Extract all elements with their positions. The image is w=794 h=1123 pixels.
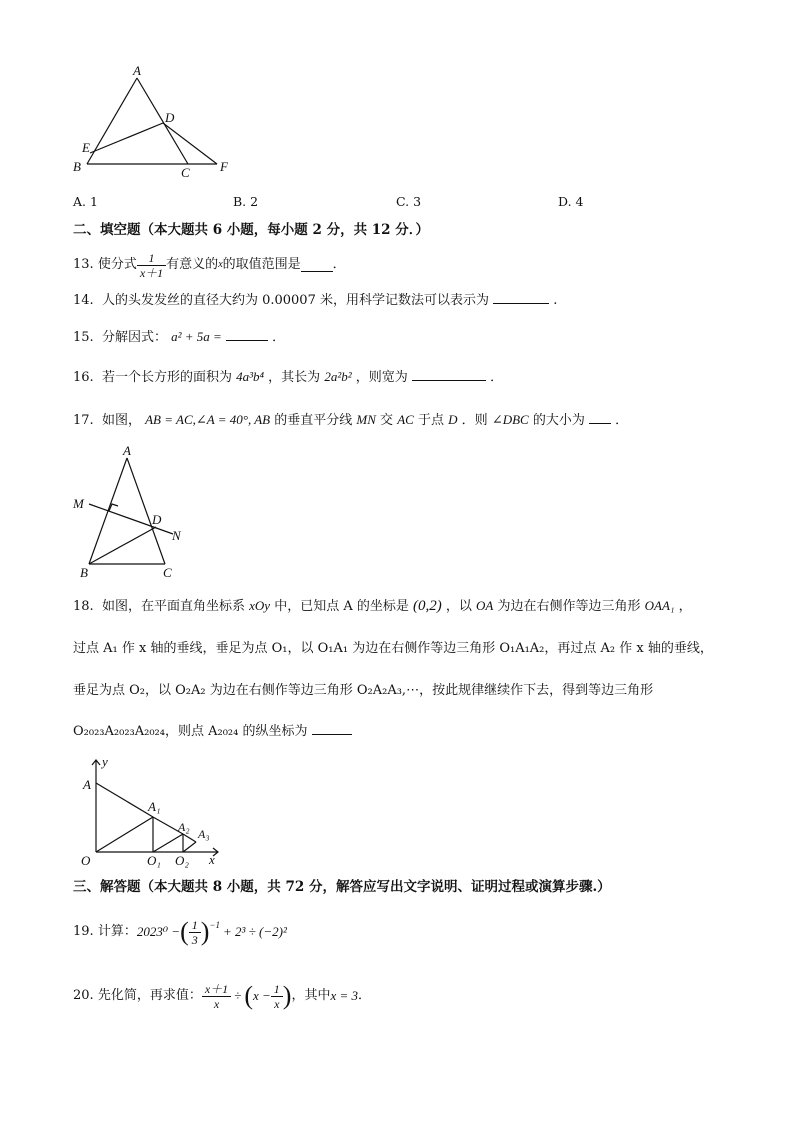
q13-var: x <box>218 259 223 270</box>
q17-answer-blank[interactable] <box>589 411 611 424</box>
question-14 <box>73 291 557 310</box>
question-18-line-3: 垂足为点 O₂，以 O₂A₂ 为边在右侧作等边三角形 O₂A₂A₃,⋯，按此规律继续作下去，得到等边三角形 <box>73 683 654 698</box>
q14-text: 人的头发发丝的直径大约为 0.00007 米，用科学记数法可以表示为 <box>101 293 489 308</box>
q20-number: 20. <box>73 988 94 1003</box>
label-e: E <box>82 140 90 155</box>
q15-text: 分解因式： <box>101 330 167 345</box>
option-b: B. 2 <box>233 194 259 209</box>
q13-pre: 使分式 <box>97 257 137 272</box>
q15-answer-blank[interactable] <box>226 328 268 341</box>
label-d: D <box>165 110 175 125</box>
q13-fraction <box>137 251 166 280</box>
q13-frac-num: 1 <box>148 250 155 265</box>
q13-answer-blank[interactable] <box>301 259 333 272</box>
q20-x-minus: x − <box>252 988 271 1003</box>
q16-area: 4a³b⁴ <box>236 369 265 384</box>
q15-end: ． <box>272 330 286 345</box>
q16-end: ． <box>490 370 504 385</box>
q19-text: 计算： <box>97 924 137 939</box>
q17-end: 的大小为 <box>532 413 585 428</box>
q16-answer-blank[interactable] <box>412 368 486 381</box>
label-a3: A₃ <box>198 827 210 841</box>
label-b: B <box>80 565 88 580</box>
label-o: O <box>81 853 91 868</box>
q17-number: 17. <box>73 413 94 428</box>
q20-divide: ÷ <box>234 988 242 1003</box>
q19-expr-c: + 2³ ÷ (−2)² <box>223 924 287 939</box>
q18-oa: OA <box>476 598 494 613</box>
question-20 <box>73 976 371 1016</box>
q18-coord: (0,2) <box>412 598 442 614</box>
q14-end: . <box>553 293 558 308</box>
q18-end: ， <box>678 599 692 614</box>
label-o1: O₁ <box>147 853 161 868</box>
question-18-line-2: 过点 A₁ 作 x 轴的垂线，垂足为点 O₁，以 O₁A₁ 为边在右侧作等边三角形 O₁A₁A₂，再过点 A₂ 作 x 轴的垂线， <box>73 641 713 656</box>
q18-post: 为边在右侧作等边三角形 <box>497 599 641 614</box>
q17-angle: ∠DBC <box>491 412 529 427</box>
label-a: A <box>123 443 131 458</box>
label-a1: A₁ <box>148 799 161 814</box>
section-3-heading: 三、解答题（本大题共 8 小题，共 72 分，解答应写出文字说明、证明过程或演算步骤.） <box>73 879 611 895</box>
q20-fraction-1 <box>202 982 231 1011</box>
q19-frac-den: 3 <box>189 932 201 947</box>
option-a: A. 1 <box>73 194 98 209</box>
q16-pre: 若一个长方形的面积为 <box>101 370 232 385</box>
label-o2: O₂ <box>175 853 189 868</box>
q17-d: D <box>448 412 458 427</box>
q15-number: 15. <box>73 330 94 345</box>
q13-end: ． <box>332 257 346 272</box>
q19-fraction <box>189 918 201 947</box>
q18-tri: OAA₁ <box>644 598 675 613</box>
q17-ac: AC <box>397 412 414 427</box>
q19-number: 19. <box>73 924 94 939</box>
q13-post: 的取值范围是 <box>222 257 301 272</box>
q14-answer-blank[interactable] <box>493 291 549 304</box>
q18-answer-blank[interactable] <box>312 722 352 735</box>
label-y: y <box>102 754 108 769</box>
q17-post: ．则 <box>461 413 488 428</box>
q16-number: 16. <box>73 370 94 385</box>
q20-f1-num: x＋1 <box>204 981 229 996</box>
label-f: F <box>220 159 228 174</box>
label-b: B <box>73 159 81 174</box>
figure-perpendicular-bisector <box>66 440 196 582</box>
question-19 <box>73 914 287 950</box>
q17-mn: MN <box>356 412 376 427</box>
label-d: D <box>152 512 162 527</box>
triangle-diagram <box>70 60 240 185</box>
q20-paren-left: ( <box>244 981 253 1010</box>
q20-text: 先化简，再求值： <box>97 988 202 1003</box>
question-18-line-1 <box>73 597 692 616</box>
q17-condition: AB = AC,∠A = 40°, AB <box>145 412 271 427</box>
question-17 <box>73 411 628 430</box>
q19-frac-num: 1 <box>191 917 198 932</box>
q16-mid: ，其长为 <box>268 370 321 385</box>
q20-paren-right: ) <box>282 981 292 1010</box>
q20-end: ． <box>358 988 372 1003</box>
q20-fraction-2 <box>271 982 283 1011</box>
q14-number: 14. <box>73 293 94 308</box>
option-d: D. 4 <box>558 194 584 209</box>
question-16 <box>73 368 503 387</box>
q13-frac-den: x＋1 <box>137 265 166 280</box>
q19-exponent: −1 <box>209 920 220 930</box>
q16-post: ，则宽为 <box>355 370 408 385</box>
q19-paren-left: ( <box>180 917 189 946</box>
figure-coordinate-triangles <box>72 752 232 870</box>
question-18-line-4 <box>73 722 352 741</box>
label-m: M <box>73 496 84 511</box>
label-c: C <box>181 165 190 180</box>
label-a: A <box>133 63 141 78</box>
q17-mid2: 交 <box>380 413 394 428</box>
option-c: C. 3 <box>396 194 422 209</box>
bisector-diagram <box>66 440 196 582</box>
label-a: A <box>83 777 91 792</box>
q13-mid: 有意义的 <box>166 257 219 272</box>
label-n: N <box>172 528 181 543</box>
q19-expr-a: 2023⁰ − <box>136 924 181 939</box>
q18-mid: 中，已知点 A 的坐标是 <box>274 599 409 614</box>
q20-f2-num: 1 <box>273 981 280 996</box>
q17-mid: 的垂直平分线 <box>274 413 353 428</box>
q18-number: 18. <box>73 599 94 614</box>
q18-line4-text: O₂₀₂₃A₂₀₂₃A₂₀₂₄，则点 A₂₀₂₄ 的纵坐标为 <box>73 724 308 739</box>
q13-number: 13. <box>73 257 94 272</box>
figure-triangle-abcf <box>70 60 240 185</box>
question-13 <box>73 247 346 283</box>
q17-mid3: 于点 <box>417 413 444 428</box>
q17-period: ． <box>615 413 629 428</box>
q17-pre: 如图， <box>101 413 141 428</box>
label-a2: A₂ <box>178 820 190 834</box>
label-x: x <box>209 852 215 867</box>
q20-f1-den: x <box>202 996 231 1011</box>
q19-paren-right: ) <box>200 917 210 946</box>
label-c: C <box>163 565 172 580</box>
q16-length: 2a²b² <box>324 369 352 384</box>
q20-condition: x = 3 <box>330 988 359 1003</box>
q20-post: ，其中 <box>291 988 331 1003</box>
q18-pre: 如图，在平面直角坐标系 <box>101 599 245 614</box>
question-15 <box>73 328 285 347</box>
q20-f2-den: x <box>271 996 283 1011</box>
coordinate-diagram <box>72 752 232 870</box>
q18-mid2: ，以 <box>445 599 472 614</box>
q18-xoy: xOy <box>249 598 271 613</box>
section-2-heading: 二、填空题（本大题共 6 小题，每小题 2 分，共 12 分．） <box>73 222 430 238</box>
q15-expression: a² + 5a = <box>171 329 222 344</box>
